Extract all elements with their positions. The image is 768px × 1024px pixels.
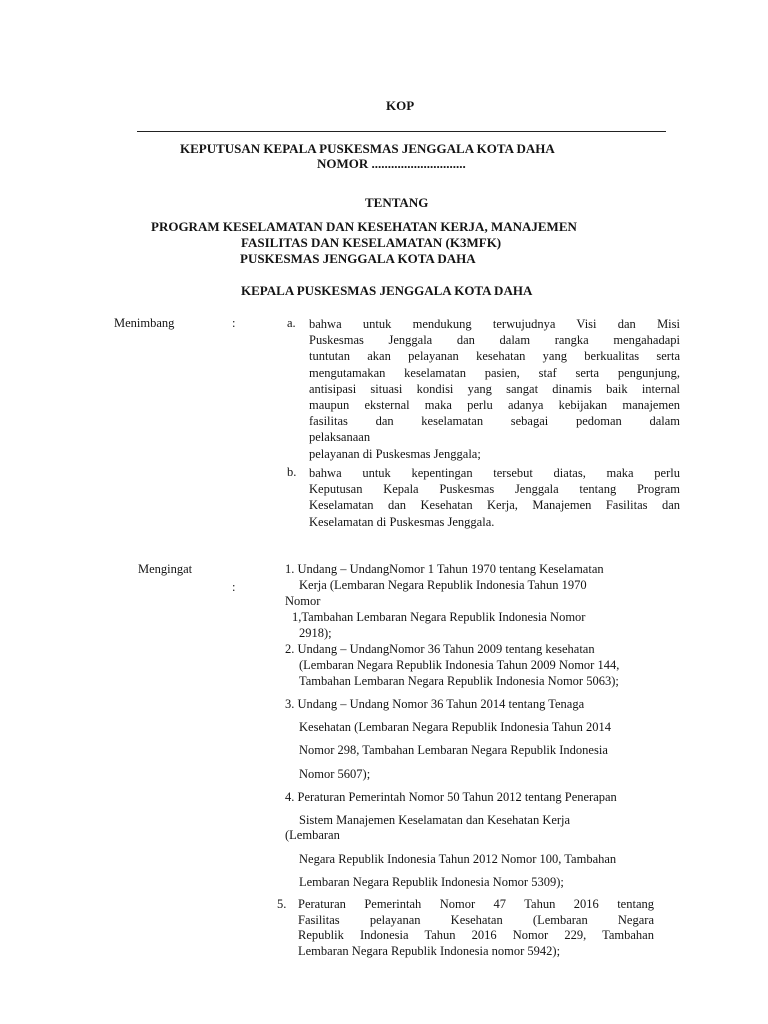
text-line: mengutamakan keselamatan pasien, staf serta pengunjung, bbox=[309, 365, 680, 380]
program-title-line2: FASILITAS DAN KESELAMATAN (K3MFK) bbox=[241, 235, 502, 250]
program-title-line3: PUSKESMAS JENGGALA KOTA DAHA bbox=[240, 251, 476, 266]
text-line: antisipasi situasi kondisi yang sangat dinamis baik internal bbox=[309, 381, 680, 396]
text-line: fasilitas dan keselamatan sebagai pedoman dalam bbox=[309, 414, 680, 429]
text-line: pelayanan di Puskesmas Jenggala; bbox=[309, 446, 481, 461]
header-divider bbox=[137, 131, 666, 132]
mengingat-item-1-line5: 2918); bbox=[299, 626, 332, 640]
kepala-heading: KEPALA PUSKESMAS JENGGALA KOTA DAHA bbox=[241, 283, 533, 298]
mengingat-item-4-line4: Negara Republik Indonesia Tahun 2012 Nomor 100, Tambahan bbox=[299, 852, 617, 866]
decree-title: KEPUTUSAN KEPALA PUSKESMAS JENGGALA KOTA DAHA bbox=[180, 141, 555, 156]
text-line: Puskesmas Jenggala dan dalam rangka mengahadapi bbox=[309, 333, 680, 348]
text-line: pelaksanaan bbox=[309, 430, 371, 445]
text-line: tuntutan akan pelayanan kesehatan yang berkualitas serta bbox=[309, 349, 680, 364]
mengingat-item-4-line5: Lembaran Negara Republik Indonesia Nomor 5309); bbox=[299, 875, 564, 889]
text-line: Keselamatan dan Kesehatan Kerja, Manajemen Fasilitas dan bbox=[309, 498, 680, 513]
mengingat-item-1-line1: 1. Undang – UndangNomor 1 Tahun 1970 tentang Keselamatan bbox=[285, 562, 604, 576]
text-line: Lembaran Negara Republik Indonesia nomor 5942); bbox=[298, 943, 561, 958]
mengingat-item-4-line3: (Lembaran bbox=[285, 828, 340, 842]
mengingat-item-1-line2: Kerja (Lembaran Negara Republik Indonesia Tahun 1970 bbox=[299, 578, 587, 592]
mengingat-item-3-line2: Kesehatan (Lembaran Negara Republik Indonesia Tahun 2014 bbox=[299, 720, 611, 734]
tentang-heading: TENTANG bbox=[365, 195, 429, 210]
mengingat-item-1-line4: 1,Tambahan Lembaran Negara Republik Indonesia Nomor bbox=[292, 610, 586, 624]
text-line: Keselamatan di Puskesmas Jenggala. bbox=[309, 514, 495, 529]
mengingat-item-5-marker: 5. bbox=[277, 897, 287, 911]
menimbang-colon: : bbox=[232, 316, 236, 330]
menimbang-label: Menimbang bbox=[114, 316, 175, 330]
menimbang-item-a-marker: a. bbox=[287, 316, 296, 330]
mengingat-item-3-line1: 3. Undang – Undang Nomor 36 Tahun 2014 tentang Tenaga bbox=[285, 697, 585, 711]
text-line: bahwa untuk kepentingan tersebut diatas, maka perlu bbox=[309, 466, 680, 480]
mengingat-item-2-line1: 2. Undang – UndangNomor 36 Tahun 2009 tentang kesehatan bbox=[285, 642, 595, 656]
mengingat-item-2-line3: Tambahan Lembaran Negara Republik Indonesia Nomor 5063); bbox=[299, 674, 619, 688]
decree-number: NOMOR ............................. bbox=[317, 156, 466, 171]
program-title-line1: PROGRAM KESELAMATAN DAN KESEHATAN KERJA, MANAJEMEN bbox=[151, 219, 577, 234]
text-line: Fasilitas pelayanan Kesehatan (Lembaran Negara bbox=[298, 912, 654, 927]
menimbang-item-b bbox=[309, 465, 680, 530]
menimbang-item-b-marker: b. bbox=[287, 465, 297, 479]
mengingat-item-4-line2: Sistem Manajemen Keselamatan dan Kesehatan Kerja bbox=[299, 813, 571, 827]
kop-label: KOP bbox=[386, 98, 415, 113]
text-line: Republik Indonesia Tahun 2016 Nomor 229, Tambahan bbox=[298, 928, 654, 942]
mengingat-item-5 bbox=[298, 897, 654, 959]
mengingat-item-3-line4: Nomor 5607); bbox=[299, 767, 371, 781]
mengingat-colon: : bbox=[232, 580, 236, 594]
menimbang-item-a bbox=[309, 316, 680, 462]
mengingat-item-3-line3: Nomor 298, Tambahan Lembaran Negara Republik Indonesia bbox=[299, 743, 608, 757]
text-line: Keputusan Kepala Puskesmas Jenggala tentang Program bbox=[309, 482, 680, 497]
text-line: bahwa untuk mendukung terwujudnya Visi dan Misi bbox=[309, 317, 680, 331]
text-line: maupun eksternal maka perlu adanya kebijakan manajemen bbox=[309, 398, 680, 413]
text-line: Peraturan Pemerintah Nomor 47 Tahun 2016 tentang bbox=[298, 897, 654, 911]
mengingat-item-2-line2: (Lembaran Negara Republik Indonesia Tahun 2009 Nomor 144, bbox=[299, 658, 620, 672]
mengingat-label: Mengingat bbox=[138, 562, 193, 576]
mengingat-item-1-line3: Nomor bbox=[285, 594, 321, 608]
mengingat-item-4-line1: 4. Peraturan Pemerintah Nomor 50 Tahun 2012 tentang Penerapan bbox=[285, 790, 617, 804]
